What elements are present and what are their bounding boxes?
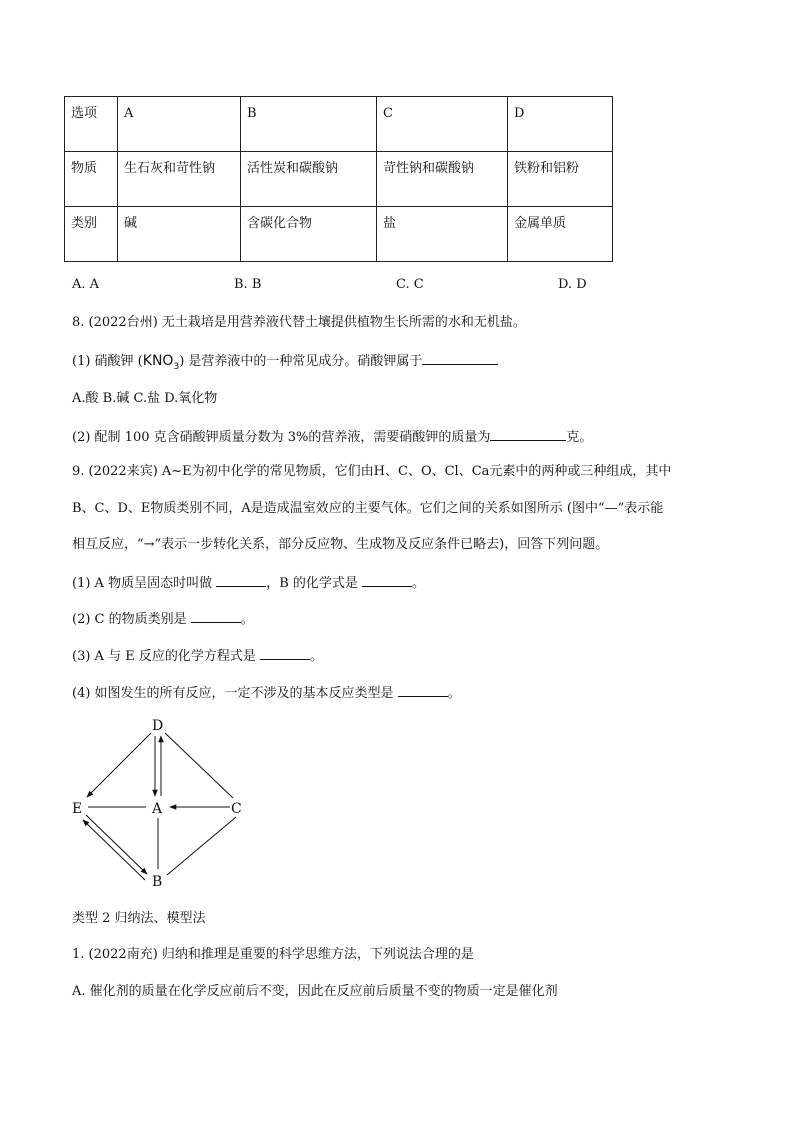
q8-part1-text: ) 是营养液中的一种常见成分。硝酸钾属于 — [179, 354, 423, 369]
arrow-e-to-b — [86, 815, 147, 874]
node-b: B — [152, 874, 163, 890]
answer-blank[interactable] — [260, 645, 310, 660]
table-cell: B — [241, 97, 377, 152]
answer-blank[interactable] — [398, 682, 448, 697]
q9-part3 — [72, 645, 323, 667]
arrow-b-to-e — [83, 820, 145, 880]
q9-part2-text: 。 — [240, 612, 254, 627]
formula-subscript: 3 — [173, 361, 180, 372]
q8-part1 — [72, 350, 498, 377]
answer-blank[interactable] — [422, 350, 498, 365]
table-header-row — [65, 97, 613, 152]
section-heading: 类型 2 归纳法、模型法 — [72, 911, 206, 926]
table-cell: 铁粉和铝粉 — [508, 152, 613, 207]
formula-main: KNO — [142, 353, 174, 369]
q9-part2-text: (2) C 的物质类别是 — [72, 612, 187, 627]
q7-choice-b: B. B — [234, 277, 262, 292]
q9-part4-text: (4) 如图发生的所有反应，一定不涉及的基本反应类型是 — [72, 686, 394, 701]
node-d: D — [152, 718, 164, 734]
answer-blank[interactable] — [191, 608, 241, 623]
arrow-d-to-e — [87, 733, 151, 797]
q9-stem-line: 相互反应，“→”表示一步转化关系，部分反应物、生成物及反应条件已略去)，回答下列问题。 — [72, 537, 609, 552]
table-cell: A — [118, 97, 241, 152]
answer-blank[interactable] — [490, 426, 566, 441]
q9-stem-line: B、C、D、E物质类别不同，A是造成温室效应的主要气体。它们之间的关系如图所示 (图中“—”表示能 — [72, 501, 664, 516]
table-cell: 盐 — [377, 207, 508, 262]
q9-part1-text: 。 — [412, 576, 426, 591]
table-cell: 类别 — [65, 207, 118, 262]
table-cell: 碱 — [118, 207, 241, 262]
options-table — [64, 96, 613, 262]
q8-part2 — [72, 426, 592, 448]
q9-part1-text: (1) A 物质呈固态时叫做 — [72, 576, 213, 591]
link-d-c — [165, 733, 233, 798]
q9-part1-text: ，B 的化学式是 — [266, 576, 358, 591]
node-e: E — [72, 801, 83, 817]
q8-stem: 8. (2022台州) 无土栽培是用营养液代替土壤提供植物生长所需的水和无机盐。 — [72, 315, 526, 330]
kno3-formula — [142, 353, 180, 372]
q9-part3-text: (3) A 与 E 反应的化学方程式是 — [72, 649, 256, 664]
table-cell: D — [508, 97, 613, 152]
q9-part4-text: 。 — [447, 686, 461, 701]
relationship-diagram — [70, 712, 260, 892]
table-cell: 物质 — [65, 152, 118, 207]
table-row — [65, 152, 613, 207]
q9-part3-text: 。 — [309, 649, 323, 664]
q9-part1 — [72, 572, 425, 594]
q8-part2-text: (2) 配制 100 克含硝酸钾质量分数为 3%的营养液，需要硝酸钾的质量为 — [72, 430, 491, 445]
table-cell: 活性炭和碳酸钠 — [241, 152, 377, 207]
q7-choice-d: D. D — [558, 277, 587, 292]
q8-part1-text: (1) 硝酸钾 ( — [72, 354, 143, 369]
table-cell: 生石灰和苛性钠 — [118, 152, 241, 207]
link-c-b — [167, 817, 236, 875]
table-cell: 含碳化合物 — [241, 207, 377, 262]
q8-part1-options: A.酸 B.碱 C.盐 D.氧化物 — [72, 391, 218, 406]
answer-blank[interactable] — [362, 572, 412, 587]
node-c: C — [231, 801, 242, 817]
q9-part2 — [72, 608, 254, 630]
table-cell: 金属单质 — [508, 207, 613, 262]
table-cell: 苛性钠和碳酸钠 — [377, 152, 508, 207]
table-cell: C — [377, 97, 508, 152]
q8-part2-text: 克。 — [566, 430, 593, 445]
q7-choice-a: A. A — [72, 277, 100, 292]
q9-stem-line: 9. (2022来宾) A~E为初中化学的常见物质，它们由H、C、O、Cl、Ca元素中的两种或三种组成，其中 — [72, 464, 672, 479]
q7-choice-c: C. C — [396, 277, 424, 292]
table-row — [65, 207, 613, 262]
table-cell: 选项 — [65, 97, 118, 152]
q9-part4 — [72, 682, 461, 704]
q1-stem: 1. (2022南充) 归纳和推理是重要的科学思维方法，下列说法合理的是 — [72, 947, 474, 962]
answer-blank[interactable] — [216, 572, 266, 587]
q1-option-a: A. 催化剂的质量在化学反应前后不变，因此在反应前后质量不变的物质一定是催化剂 — [72, 984, 558, 999]
node-a: A — [152, 801, 163, 817]
